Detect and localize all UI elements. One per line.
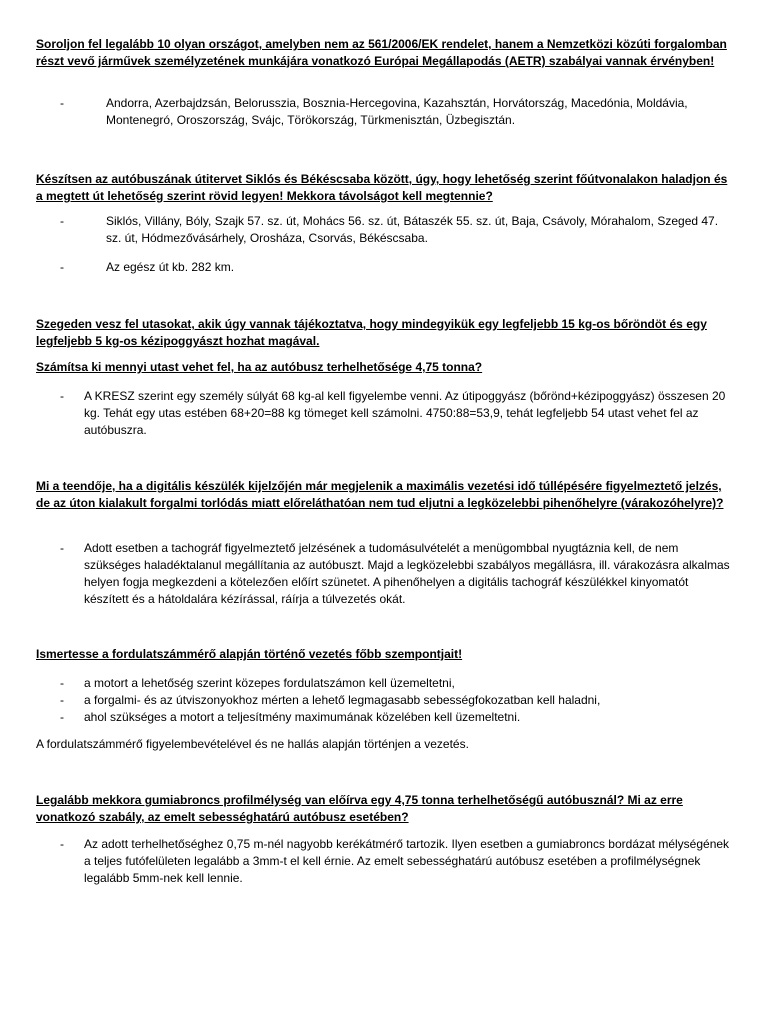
note-5: A fordulatszámmérő figyelembevételével és ne hallás alapján történjen a vezetés. <box>36 737 469 751</box>
answer-2-1: Siklós, Villány, Bóly, Szajk 57. sz. út, Mohács 56. sz. út, Bátaszék 55. sz. út, Baja, Csávoly, Mórahalom, Szeged 47. sz. út, Hódmezővásárhely, Orosháza, Csorvás, Békéscsaba. <box>106 214 719 245</box>
question-4: Mi a teendője, ha a digitális készülék kijelzőjén már megjelenik a maximális vezetési idő túllépésére figyelmeztető jelzés, de az úton kialakult forgalmi torlódás miatt előreláthatóan nem tud eljutni a legközelebbi pihenőhelyre (várakozóhelyre)? <box>36 479 724 510</box>
question-2: Készítsen az autóbuszának útitervet Siklós és Békéscsaba között, úgy, hogy lehetőség szerint főútvonalakon haladjon és a megtett út lehetőség szerint rövid legyen! Mekkora távolságot kell megtennie? <box>36 172 728 203</box>
question-3b: Számítsa ki mennyi utast vehet fel, ha az autóbusz terhelhetősége 4,75 tonna? <box>36 360 483 374</box>
question-1: Soroljon fel legalább 10 olyan országot, amelyben nem az 561/2006/EK rendelet, hanem a Nemzetközi közúti forgalomban részt vevő járművek személyzetének munkájára vonatkozó Európai Megállapodás (AETR) szabályai vannak érvényben! <box>36 37 727 68</box>
bullet-dash: - <box>60 693 64 707</box>
bullet-dash: - <box>60 96 64 110</box>
answer-5-2: a forgalmi- és az útviszonyokhoz mérten a lehető legmagasabb sebességfokozatban kell haladni, <box>84 693 601 707</box>
question-6: Legalább mekkora gumiabroncs profilmélység van előírva egy 4,75 tonna terhelhetőségű autóbusznál? Mi az erre vonatkozó szabály, az emelt sebességhatárú autóbusz esetében? <box>36 793 683 824</box>
bullet-dash: - <box>60 676 64 690</box>
answer-3-1: A KRESZ szerint egy személy súlyát 68 kg-al kell figyelembe venni. Az útipoggyász (bőrönd+kézipoggyász) összesen 20 kg. Tehát egy utas estében 68+20=88 kg tömeget kell számolni. 4750:88=53,9, tehát legfeljebb 54 utast vehet fel az autóbuszra. <box>84 389 726 437</box>
answer-4-1: Adott esetben a tachográf figyelmeztető jelzésének a tudomásulvételét a menügombbal nyugtáznia kell, de nem szükséges haladéktalanul megállítania az autóbuszt. Majd a legközelebbi szabályos megállásra, ill. várakozásra alkalmas helyen fogja megkezdeni a kötelezően előírt szünetet. A pihenőhelyen a digitális tachográf készülékkel kinyomatót készített és a hátoldalára kézírással, ráírja a túlvezetés okát. <box>84 541 730 606</box>
bullet-dash: - <box>60 260 64 274</box>
answer-5-3: ahol szükséges a motort a teljesítmény maximumának közelében kell üzemeltetni. <box>84 710 521 724</box>
bullet-dash: - <box>60 710 64 724</box>
bullet-dash: - <box>60 214 64 228</box>
answer-2-2: Az egész út kb. 282 km. <box>106 260 235 274</box>
bullet-dash: - <box>60 837 64 851</box>
question-3: Szegeden vesz fel utasokat, akik úgy vannak tájékoztatva, hogy mindegyikük egy legfeljebb 15 kg-os bőröndöt és egy legfeljebb 5 kg-os kézipoggyászt hozhat magával. <box>36 317 707 348</box>
bullet-dash: - <box>60 389 64 403</box>
answer-6-1: Az adott terhelhetőséghez 0,75 m-nél nagyobb kerékátmérő tartozik. Ilyen esetben a gumiabroncs bordázat mélységének a teljes futófelületen legalább a 3mm-t el kell érnie. Az emelt sebességhatárú autóbusz esetében a profilmélységnek legalább 5mm-nek kell lennie. <box>84 837 730 885</box>
answer-5-1: a motort a lehetőség szerint közepes fordulatszámon kell üzemeltetni, <box>84 676 455 690</box>
question-5: Ismertesse a fordulatszámmérő alapján történő vezetés főbb szempontjait! <box>36 647 463 661</box>
bullet-dash: - <box>60 541 64 555</box>
answer-1-1: Andorra, Azerbajdzsán, Belorusszia, Bosznia-Hercegovina, Kazahsztán, Horvátország, Macedónia, Moldávia, Montenegró, Oroszország, Svájc, Törökország, Türkmenisztán, Üzbegisztán. <box>106 96 688 127</box>
